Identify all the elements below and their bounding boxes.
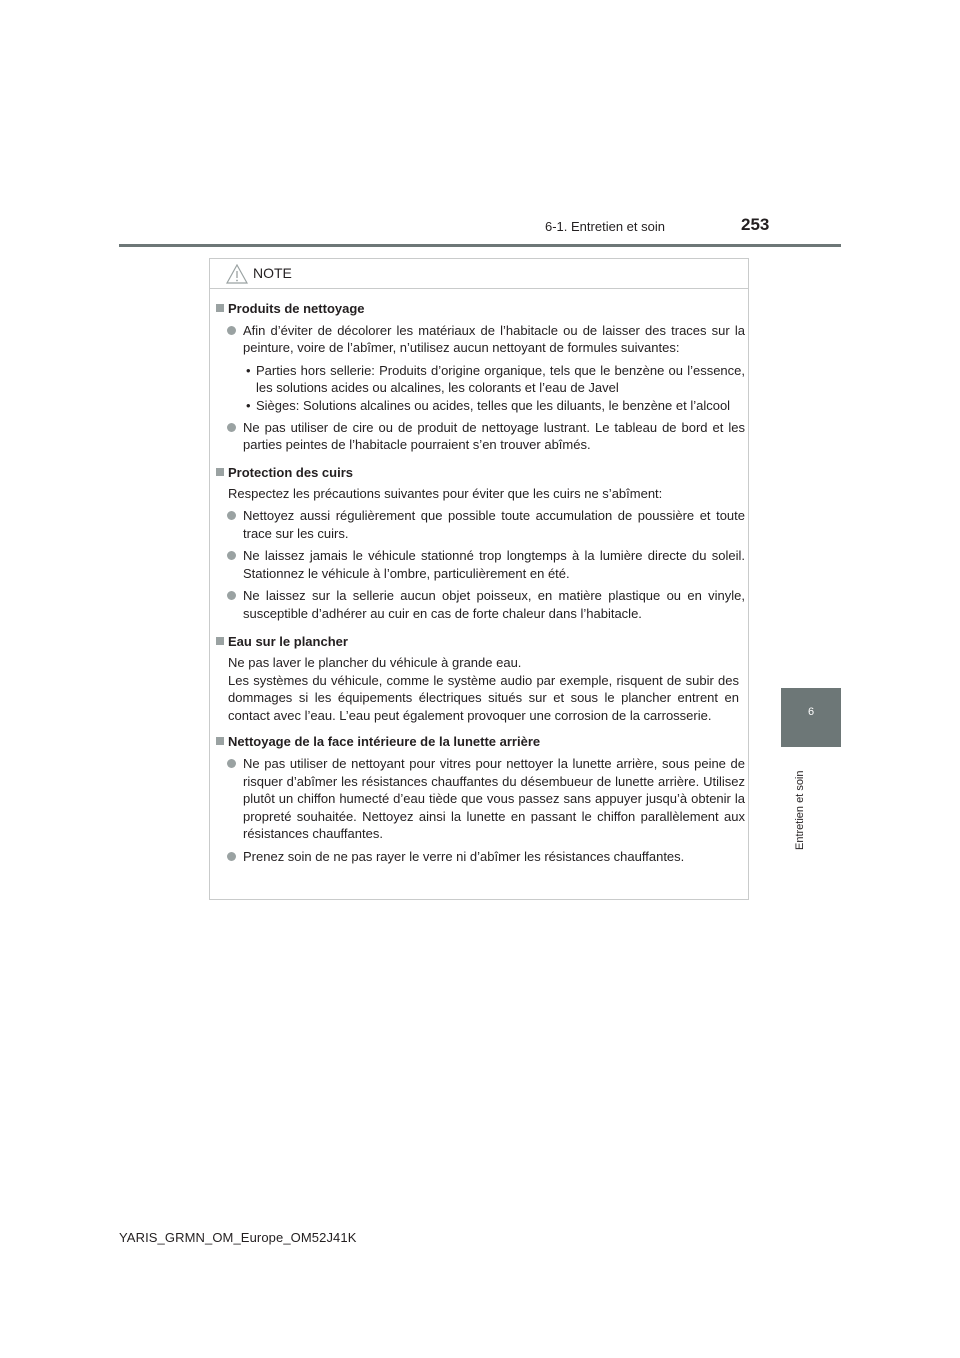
section-title: 6-1. Entretien et soin	[545, 219, 665, 234]
section-heading: Protection des cuirs	[215, 464, 745, 482]
list-item: Ne laissez sur la sellerie aucun objet poisseux, en matière plastique ou en vinyle, susceptible d’adhérer au cuir en cas de forte chaleur dans l’habitacle.	[215, 587, 745, 622]
list-item: Afin d’éviter de décolorer les matériaux de l’habitacle ou de laisser des traces sur la peinture, voire de l’abîmer, n’utilisez aucun nettoyant de formules suivantes:	[215, 322, 745, 357]
square-bullet-icon	[216, 304, 224, 312]
warning-triangle-icon	[226, 264, 248, 284]
square-bullet-icon	[216, 637, 224, 645]
chapter-title: Entretien et soin	[794, 770, 806, 850]
chapter-tab	[781, 688, 841, 747]
paragraph: Ne pas laver le plancher du véhicule à grande eau.	[228, 655, 522, 671]
sub-list	[215, 362, 745, 415]
note-label: NOTE	[253, 265, 292, 281]
list-item: Ne pas utiliser de nettoyant pour vitres pour nettoyer la lunette arrière, sous peine de risquer d’abîmer les résistances chauffantes du désembueur de lunette arrière. Utilisez plutôt un chiffon humecté d’eau tiède que vous passez sans appuyer jusqu’à obtenir la propreté souhaitée. Nettoyez ainsi la lunette en passant le chiffon parallèlement aux résistances chauffantes.	[215, 755, 745, 843]
round-bullet-icon	[227, 759, 236, 768]
round-bullet-icon	[227, 423, 236, 432]
round-bullet-icon	[227, 591, 236, 600]
list-item: Ne pas utiliser de cire ou de produit de nettoyage lustrant. Le tableau de bord et les parties peintes de l’habitacle pourraient s’en trouver abîmés.	[215, 419, 745, 454]
round-bullet-icon	[227, 551, 236, 560]
page-number: 253	[741, 215, 770, 234]
sub-list-item: • Sièges: Solutions alcalines ou acides, telles que les diluants, le benzène et l’alcool	[246, 397, 731, 413]
section-heading: Nettoyage de la face intérieure de la lunette arrière	[215, 733, 745, 751]
round-bullet-icon	[227, 511, 236, 520]
header-divider	[119, 244, 841, 247]
list-item: Ne laissez jamais le véhicule stationné trop longtemps à la lumière directe du soleil. Stationnez le véhicule à l’ombre, particulièrement en été.	[215, 547, 745, 582]
paragraph: Les systèmes du véhicule, comme le système audio par exemple, risquent de subir des dommages si les équipements électriques situés sur et sous le plancher entrent en contact avec l’eau. L’eau peut également provoquer une corrosion de la carrosserie.	[228, 672, 739, 723]
round-bullet-icon	[227, 852, 236, 861]
list-item: Nettoyez aussi régulièrement que possible toute accumulation de poussière et toute trace sur les cuirs.	[215, 507, 745, 542]
note-header	[210, 259, 748, 289]
section-heading: Eau sur le plancher	[215, 633, 745, 651]
round-bullet-icon	[227, 326, 236, 335]
list-item: Prenez soin de ne pas rayer le verre ni d’abîmer les résistances chauffantes.	[215, 848, 745, 866]
document-code: YARIS_GRMN_OM_Europe_OM52J41K	[119, 1230, 357, 1245]
section-intro: Respectez les précautions suivantes pour éviter que les cuirs ne s’abîment:	[228, 486, 663, 502]
section-heading: Produits de nettoyage	[215, 300, 745, 318]
sub-list-item: • Parties hors sellerie: Produits d’origine organique, tels que le benzène ou l’essence, les solutions acides ou alcalines, les colorants et l’eau de Javel	[246, 362, 745, 396]
note-box	[209, 258, 749, 900]
square-bullet-icon	[216, 737, 224, 745]
square-bullet-icon	[216, 468, 224, 476]
chapter-number: 6	[807, 706, 815, 718]
note-content	[215, 300, 745, 871]
